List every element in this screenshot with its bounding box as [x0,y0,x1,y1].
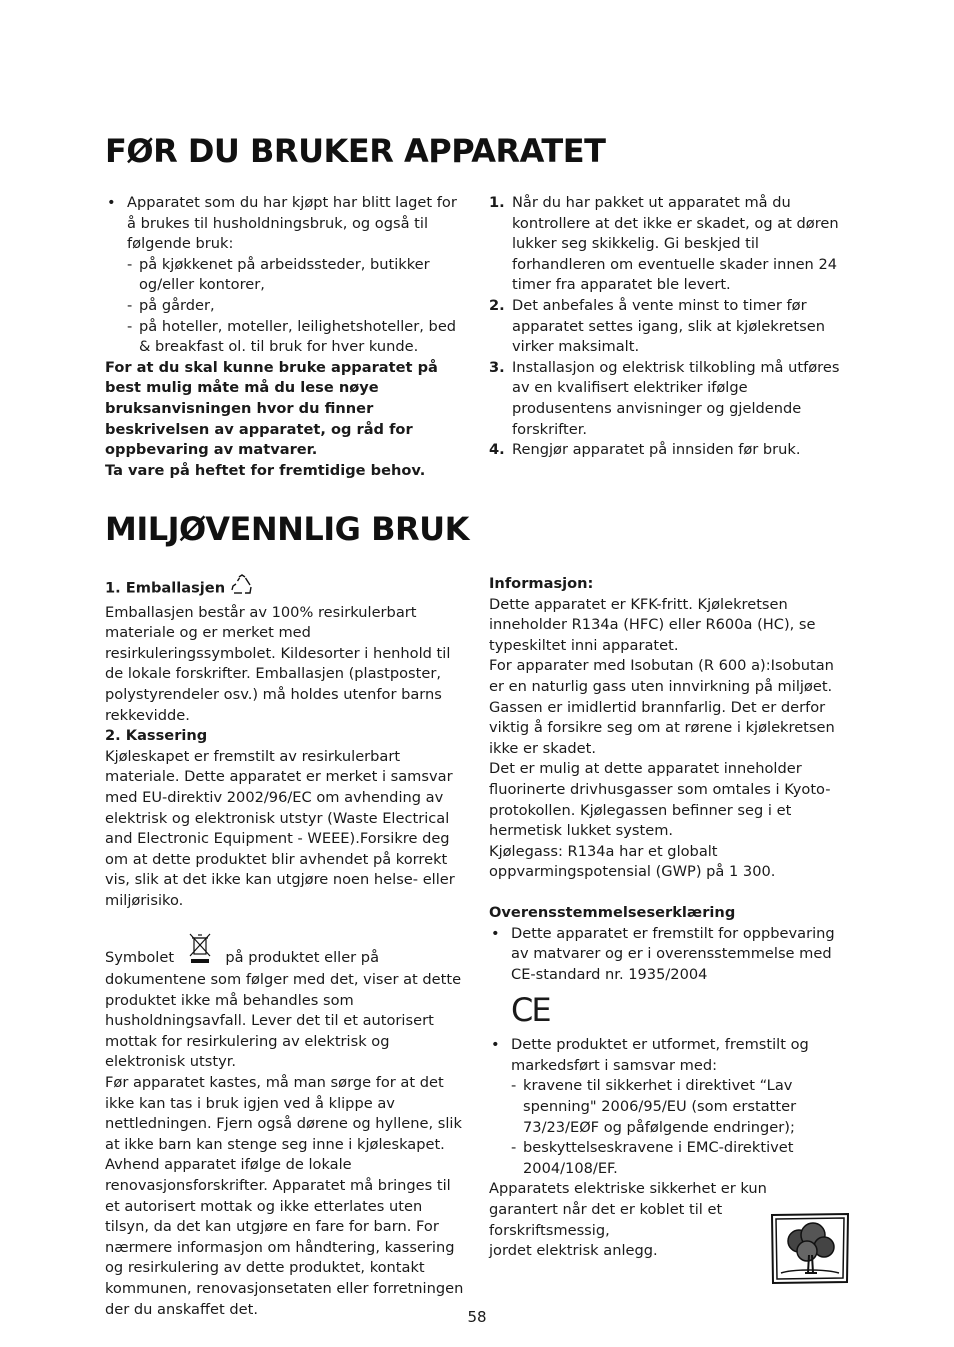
packaging-text: Emballasjen består av 100% resirkulerbart materiale og er merket med resirkuleringssymbolet. Kildesorter i henhold til de lokale forskrifter. Emballasjen (plastposter, polystyrendeler osv.) må holdes utenfor barns rekkevidde. [105,603,451,724]
page-number: 58 [467,1308,487,1326]
before-use-right-column [489,193,851,461]
section-title-environment: MILJØVENNLIG BRUK [105,510,469,548]
kyoto-text: Det er mulig at dette apparatet inneholder fluorinerte drivhusgasser som omtales i Kyoto-protokollen. Kjølegassen befinner seg i et hermetisk lukket system. [489,760,831,840]
symbol-paragraph: Symbolet på produktet eller på dokumentene som følger med det, viser at dette produktet ikke må behandles som husholdningsavfall. Lever det til et autorisert mottak for resirkulering av elektrisk og elektronisk utstyr. [105,932,467,1074]
conformity-bullet: • Dette produktet er utformet, fremstilt og markedsført i samsvar med: [489,1035,853,1076]
packaging-heading: 1. Emballasjen [105,574,467,603]
recycle-icon [230,574,254,603]
before-disposal-text: Før apparatet kastes, må man sørge for at det ikke kan tas i bruk igjen ved å klippe av nettledningen. Fjern også dørene og hyllene, slik at ikke barn kan stenge seg inne i kjøleskapet. Avhend apparatet ifølge de lokale renovasjonsforskrifter. Apparatet må bringes til et autorisert mottak og ikke etterlates uten tilsyn, da det kan utgjøre en fare for barn. For nærmere informasjon om håndtering, kassering og resirkulering av dette produktet, kontakt kommunen, renovasjonsetaten eller forretningen der du anskaffet det. [105,1074,464,1318]
directive-dash-item: - kravene til sikkerhet i direktivet “Lav spenning" 2006/95/EU (som erstatter 73/23/EØF og påfølgende endringer); [511,1077,797,1136]
disposal-text: Kjøleskapet er fremstilt av resirkulerbart materiale. Dette apparatet er merket i samsvar med EU-direktiv 2002/96/EC om avhending av elektrisk og elektronisk utstyr (Waste Electrical and Electronic Equipment - WEEE).Forsikre deg om at dette produktet blir avhendet på korrekt vis, slik at det ikke kan utgjøre noen helse- eller miljørisiko. [105,747,455,909]
tree-logo-icon [769,1211,851,1285]
isobutane-text: For apparater med Isobutan (R 600 a):Isobutan er en naturlig gass uten innvirkning på miljøet. Gassen er imidlertid brannfarlig. Det er derfor viktig å forsikre seg om at rørene i kjølekretsen ikke er skadet. [489,657,835,757]
electrical-safety-text-end: jordet elektrisk anlegg. [489,1242,658,1260]
ce-mark: CE [511,991,550,1030]
usage-dash-item: - på gårder, [127,296,215,314]
keep-booklet-note: Ta vare på heftet for fremtidige behov. [105,461,426,479]
numbered-item: 2. Det anbefales å vente minst to timer før apparatet settes igang, slik at kjølekretsen virker maksimalt. [489,296,825,356]
disposal-heading: 2. Kassering [105,727,208,745]
information-text: Dette apparatet er KFK-fritt. Kjølekretsen inneholder R134a (HFC) eller R600a (HC), se typeskiltet inni apparatet. [489,595,816,654]
numbered-item: 4. Rengjør apparatet på innsiden før bruk. [489,441,801,459]
information-heading: Informasjon: [489,575,594,592]
gwp-text: Kjølegass: R134a har et globalt oppvarmingspotensial (GWP) på 1 300. [489,842,776,881]
directive-dash-item: - beskyttelseskravene i EMC-direktivet 2004/108/EF. [511,1139,794,1177]
usage-dash-item: - på kjøkkenet på arbeidssteder, butikker og/eller kontorer, [127,255,430,294]
conformity-bullet: • Dette apparatet er fremstilt for oppbevaring av matvarer og er i overensstemmelse med CE-standard nr. 1935/2004 [489,924,853,986]
crossed-bin-icon [187,932,213,971]
before-use-left-column [105,193,467,481]
section-title-before-use: FØR DU BRUKER APPARATET [105,132,606,170]
electrical-safety-text: Apparatets elektriske sikkerhet er kun garantert når det er koblet til et forskriftsmessig, [489,1180,767,1239]
numbered-item: 1. Når du har pakket ut apparatet må du kontrollere at det ikke er skadet, og at døren lukker seg skikkelig. Gi beskjed til forhandleren om eventuelle skader innen 24 timer fra apparatet ble levert. [489,194,839,294]
environment-right-column [489,574,853,1262]
environment-left-column [105,574,467,1320]
usage-bullet: • Apparatet som du har kjøpt har blitt laget for å brukes til husholdningsbruk, og også til følgende bruk: [105,193,467,255]
usage-dash-item: - på hoteller, moteller, leilighetshoteller, bed & breakfast ol. til bruk for hver kunde. [127,317,457,356]
conformity-heading: Overensstemmelseserklæring [489,903,736,921]
read-manual-note: For at du skal kunne bruke apparatet på best mulig måte må du lese nøye bruksanvisningen hvor du finner beskrivelsen av apparatet, og råd for oppbevaring av matvarer. [105,358,438,459]
numbered-item: 3. Installasjon og elektrisk tilkobling må utføres av en kvalifisert elektriker ifølge produsentens anvisninger og gjeldende forskrifter. [489,358,840,438]
